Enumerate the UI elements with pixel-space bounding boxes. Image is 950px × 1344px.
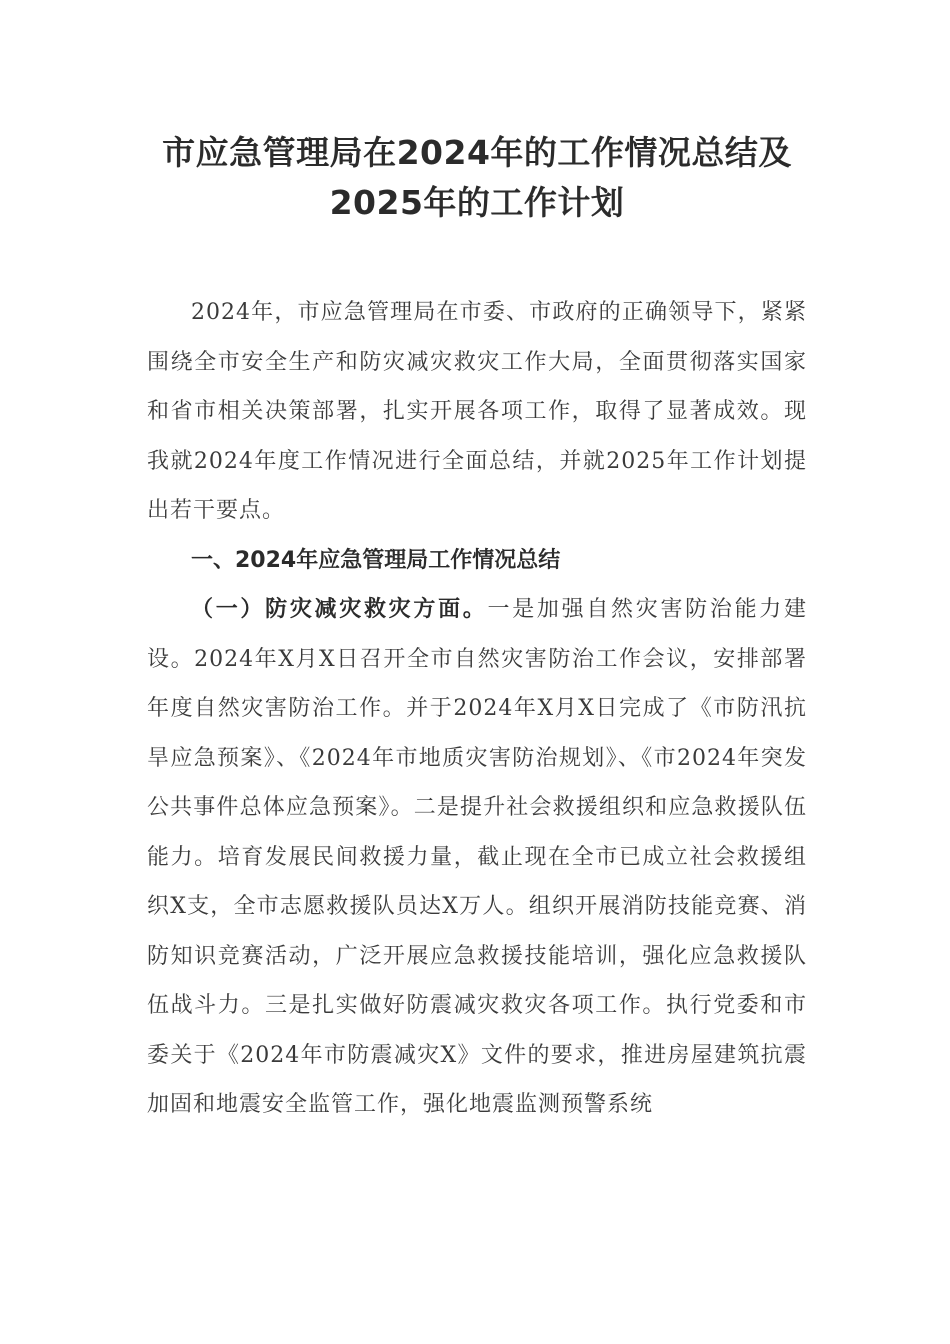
subsection-lead-1: （一）防灾减灾救灾方面。 <box>191 597 488 622</box>
title-line-1: 市应急管理局在2024年的工作情况总结及 <box>162 133 792 172</box>
subsection-paragraph-1 <box>147 585 807 1130</box>
intro-paragraph: 2024年，市应急管理局在市委、市政府的正确领导下，紧紧围绕全市安全生产和防灾减灾救灾工作大局，全面贯彻落实国家和省市相关决策部署，扎实开展各项工作，取得了显著成效。现我就2024年度工作情况进行全面总结，并就2025年工作计划提出若干要点。 <box>147 300 807 523</box>
subsection-text-1: 一是加强自然灾害防治能力建设。2024年X月X日召开全市自然灾害防治工作会议，安排部署年度自然灾害防治工作。并于2024年X月X日完成了《市防汛抗旱应急预案》、《2024年市地质灾害防治规划》、《市2024年突发公共事件总体应急预案》。二是提升社会救援组织和应急救援队伍能力。培育发展民间救援力量，截止现在全市已成立社会救援组织X支，全市志愿救援队员达X万人。组织开展消防技能竞赛、消防知识竞赛活动，广泛开展应急救援技能培训，强化应急救援队伍战斗力。三是扎实做好防震减灾救灾各项工作。执行党委和市委关于《2024年市防震减灾X》文件的要求，推进房屋建筑抗震加固和地震安全监管工作，强化地震监测预警系统 <box>147 597 807 1117</box>
section-heading-1: 一、2024年应急管理局工作情况总结 <box>191 547 561 573</box>
document-body <box>147 288 807 1130</box>
document-title <box>147 128 807 228</box>
document-page <box>147 128 807 1130</box>
title-line-2: 2025年的工作计划 <box>329 183 625 222</box>
